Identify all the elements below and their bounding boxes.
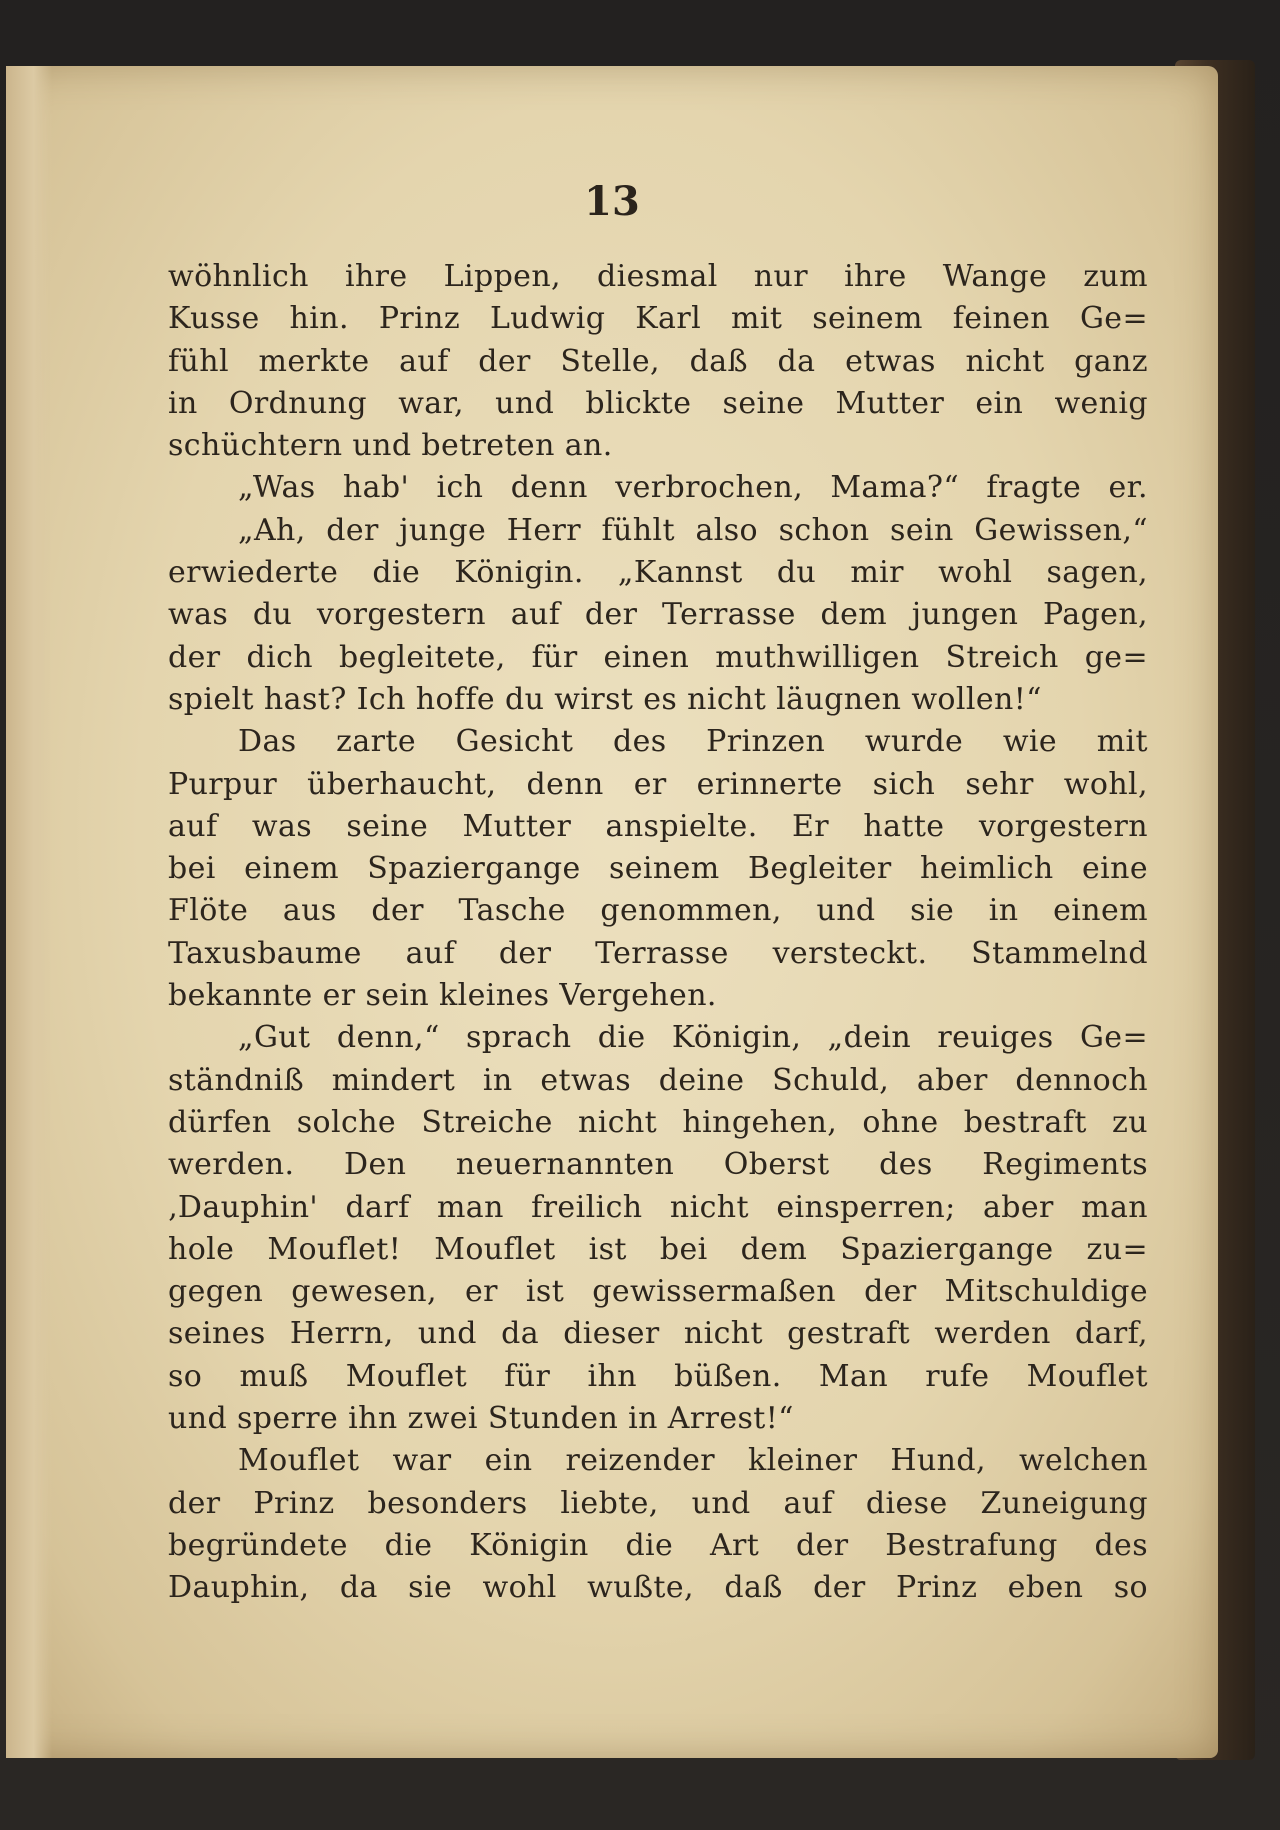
text-line: Purpur überhaucht, denn er erinnerte sich sehr wohl, [168,766,1148,802]
page-number: 13 [584,178,640,225]
text-line: spielt hast? Ich hoffe du wirst es nicht läugnen wollen!“ [168,681,1042,717]
text-line: und sperre ihn zwei Stunden in Arrest!“ [168,1401,794,1437]
text-line: fühl merkte auf der Stelle, daß da etwas nicht ganz [168,343,1148,379]
page-text [168,256,1148,1610]
text-line: bekannte er sein kleines Vergehen. [168,978,717,1014]
text-line: Flöte aus der Tasche genommen, und sie in einem [168,893,1148,929]
text-line: werden. Den neuernannten Oberst des Regiments [168,1147,1148,1183]
text-line: wöhnlich ihre Lippen, diesmal nur ihre Wange zum [168,259,1148,294]
text-line: der dich begleitete, für einen muthwilligen Streich ge= [168,639,1148,675]
text-line: der Prinz besonders liebte, und auf diese Zuneigung [168,1485,1148,1521]
text-line: Dauphin, da sie wohl wußte, daß der Prinz eben so [168,1570,1148,1606]
text-line: dürfen solche Streiche nicht hingehen, ohne bestraft zu [168,1104,1148,1140]
page-gutter [6,66,52,1758]
text-line: bei einem Spaziergange seinem Begleiter heimlich eine [168,851,1148,887]
text-line: ständniß mindert in etwas deine Schuld, aber dennoch [168,1062,1148,1098]
text-line: auf was seine Mutter anspielte. Er hatte vorgestern [168,808,1148,844]
book-page [6,66,1218,1758]
text-line: Kusse hin. Prinz Ludwig Karl mit seinem feinen Ge= [168,301,1148,337]
text-line: Das zarte Gesicht des Prinzen wurde wie mit [238,724,1148,760]
text-line: gegen gewesen, er ist gewissermaßen der Mitschuldige [168,1274,1148,1310]
text-line: ‚Dauphin' darf man freilich nicht einsperren; aber man [168,1189,1148,1225]
text-line: „Was hab' ich denn verbrochen, Mama?“ fragte er. [238,470,1148,506]
text-line: was du vorgestern auf der Terrasse dem jungen Pagen, [168,597,1148,633]
text-line: Mouflet war ein reizender kleiner Hund, welchen [238,1443,1148,1479]
text-line: in Ordnung war, und blickte seine Mutter ein wenig [168,385,1148,421]
text-line: seines Herrn, und da dieser nicht gestraft werden darf, [168,1316,1148,1352]
text-line: „Ah, der junge Herr fühlt also schon sein Gewissen,“ [238,512,1148,548]
text-line: begründete die Königin die Art der Bestrafung des [168,1527,1148,1563]
text-line: Taxusbaume auf der Terrasse versteckt. Stammelnd [168,935,1148,971]
text-line: so muß Mouflet für ihn büßen. Man rufe Mouflet [168,1358,1148,1394]
text-line: hole Mouflet! Mouflet ist bei dem Spaziergange zu= [168,1231,1148,1267]
text-line: „Gut denn,“ sprach die Königin, „dein reuiges Ge= [238,1020,1148,1056]
text-line: erwiederte die Königin. „Kannst du mir wohl sagen, [168,555,1148,591]
text-line: schüchtern und betreten an. [168,428,613,464]
